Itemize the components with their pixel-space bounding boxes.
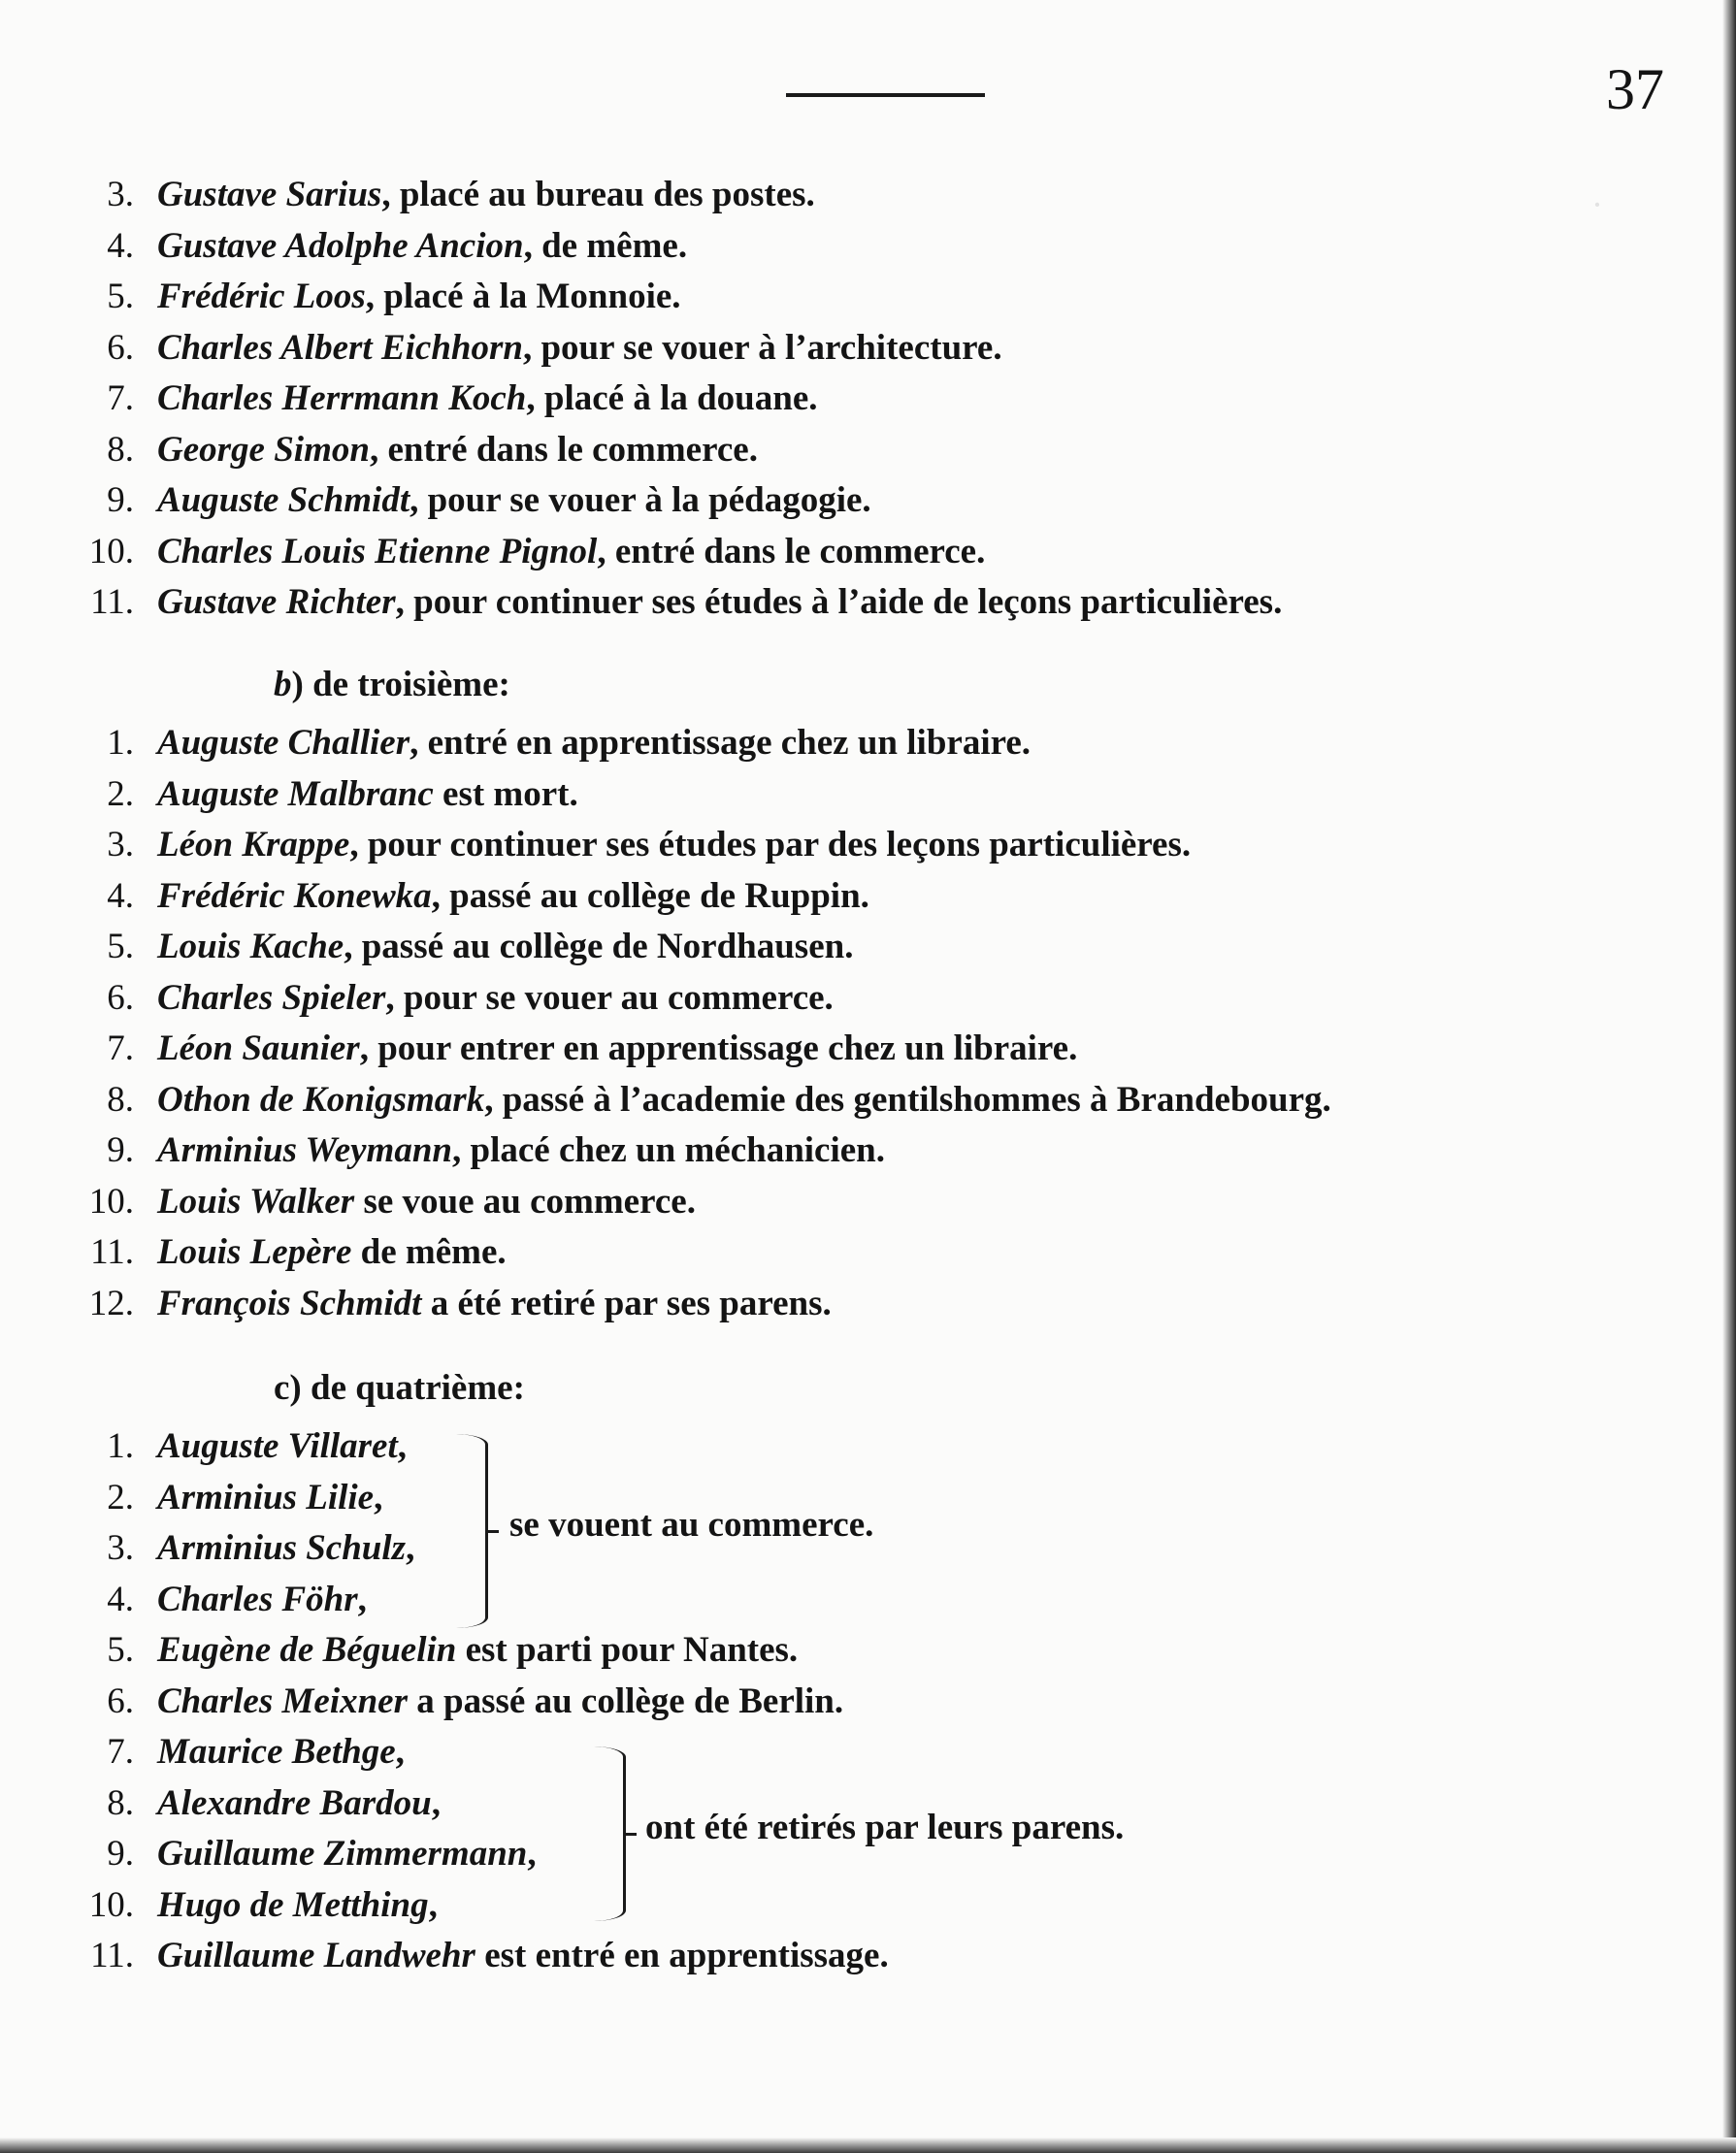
item-text: [157, 1125, 885, 1176]
student-outcome: , pour entrer en apprentissage chez un libraire.: [359, 1028, 1078, 1068]
student-outcome: , de même.: [523, 225, 688, 266]
student-outcome: est mort.: [433, 773, 578, 814]
student-outcome: , placé à la douane.: [526, 378, 818, 418]
item-number: 3.: [107, 1528, 134, 1568]
student-outcome: , placé chez un méchanicien.: [452, 1130, 886, 1170]
item-number: 9.: [107, 1834, 134, 1874]
item-text: [157, 577, 1282, 628]
student-name: Charles Louis Etienne Pignol: [157, 531, 598, 571]
item-text: [157, 973, 834, 1024]
page-number: 37: [1606, 57, 1664, 121]
item-number: 7.: [107, 378, 134, 418]
student-name: Frédéric Loos: [157, 277, 366, 316]
student-name: Louis Kache: [157, 927, 344, 966]
item-text: [157, 527, 985, 577]
item-number: 12.: [88, 1283, 134, 1323]
item-number: 4.: [107, 875, 134, 916]
item-text: [157, 1227, 507, 1278]
student-name: Auguste Malbranc: [157, 773, 434, 814]
student-outcome: , entré dans le commerce.: [597, 531, 986, 571]
student-name: Léon Krappe: [157, 825, 350, 864]
item-number: 1.: [107, 1426, 134, 1466]
student-outcome: est parti pour Nantes.: [456, 1630, 799, 1670]
student-outcome: ,: [431, 1782, 441, 1823]
student-outcome: , passé au collège de Nordhausen.: [344, 927, 854, 966]
student-outcome: , entré dans le commerce.: [369, 429, 758, 470]
item-number: 6.: [107, 1680, 134, 1721]
student-name: Louis Walker: [157, 1181, 355, 1222]
student-outcome: ,: [428, 1884, 438, 1925]
item-number: 2.: [107, 773, 134, 814]
student-name: Maurice Bethge: [157, 1732, 396, 1772]
item-text: [157, 1829, 537, 1879]
student-outcome: ,: [406, 1528, 415, 1568]
item-text: [157, 1880, 438, 1931]
item-text: [157, 1075, 1331, 1125]
student-name: Guillaume Zimmermann: [157, 1834, 528, 1874]
item-text: [157, 323, 1002, 374]
student-outcome: , pour se vouer à la pédagogie.: [409, 480, 871, 520]
item-number: 6.: [107, 977, 134, 1018]
student-name: Louis Lepère: [157, 1232, 352, 1272]
student-name: Alexandre Bardou: [157, 1782, 432, 1823]
item-text: [157, 1421, 407, 1472]
student-outcome: ,: [357, 1579, 367, 1619]
item-number: 11.: [90, 1936, 134, 1975]
item-text: [157, 820, 1191, 870]
item-number: 7.: [107, 1028, 134, 1068]
item-text: [157, 1279, 832, 1329]
student-outcome: , passé au collège de Ruppin.: [431, 875, 869, 916]
item-text: [157, 1625, 798, 1676]
item-number: 5.: [107, 1630, 134, 1670]
student-name: Auguste Villaret: [157, 1426, 398, 1466]
student-name: Gustave Richter: [157, 582, 396, 622]
item-text: [157, 1473, 382, 1523]
student-outcome: , pour se vouer au commerce.: [385, 977, 834, 1018]
item-number: 4.: [107, 225, 134, 266]
student-outcome: , entré en apprentissage chez un libraire.: [409, 723, 1032, 763]
student-outcome: , pour continuer ses études à l’aide de leçons particulières.: [395, 582, 1283, 622]
item-text: [157, 1024, 1077, 1074]
student-name: Auguste Challier: [157, 723, 410, 763]
item-number: 5.: [107, 927, 134, 966]
item-number: 11.: [90, 1232, 134, 1272]
student-name: Charles Meixner: [157, 1680, 409, 1721]
student-name: Arminius Schulz: [157, 1528, 407, 1568]
item-text: [157, 1575, 367, 1625]
student-outcome: ,: [374, 1477, 383, 1517]
student-outcome: est entré en apprentissage.: [475, 1936, 889, 1975]
item-text: [157, 170, 815, 220]
item-number: 3.: [107, 175, 134, 214]
item-text: [157, 1931, 889, 1981]
brace-group-2: [594, 1746, 626, 1921]
student-name: Charles Föhr: [157, 1579, 358, 1619]
item-text: [157, 475, 871, 526]
item-text: [157, 1177, 696, 1227]
student-outcome: ,: [527, 1834, 537, 1874]
item-text: [157, 1677, 843, 1727]
item-text: [157, 718, 1031, 768]
student-name: Charles Spieler: [157, 977, 386, 1018]
item-text: [157, 1778, 441, 1829]
student-name: George Simon: [157, 429, 370, 470]
bleed-through: ·: [1591, 185, 1603, 224]
student-outcome: a été retiré par ses parens.: [421, 1283, 832, 1323]
item-text: [157, 425, 758, 475]
item-text: [157, 272, 681, 322]
student-name: Auguste Schmidt: [157, 480, 410, 520]
student-name: Léon Saunier: [157, 1028, 360, 1068]
brace-group-1: [456, 1434, 488, 1628]
student-name: François Schmidt: [157, 1283, 422, 1323]
heading-de-troisieme: b) de troisième:: [274, 665, 510, 704]
item-number: 5.: [107, 277, 134, 316]
item-text: [157, 922, 853, 972]
item-text: [157, 1727, 405, 1778]
student-outcome: , placé au bureau des postes.: [381, 175, 815, 214]
item-text: [157, 221, 687, 272]
student-name: Othon de Konigsmark: [157, 1079, 485, 1120]
item-text: [157, 374, 818, 424]
item-number: 8.: [107, 1782, 134, 1823]
student-outcome: ,: [397, 1426, 408, 1466]
student-outcome: de même.: [351, 1232, 507, 1272]
item-number: 3.: [107, 825, 134, 864]
student-name: Arminius Lilie: [157, 1477, 375, 1517]
item-number: 4.: [107, 1579, 134, 1619]
student-name: Gustave Sarius: [157, 175, 382, 214]
header-rule: [786, 93, 985, 97]
student-name: Eugène de Béguelin: [157, 1630, 457, 1670]
item-number: 9.: [107, 1130, 134, 1170]
student-outcome: , pour se vouer à l’architecture.: [522, 327, 1002, 368]
item-number: 7.: [107, 1732, 134, 1772]
brace-tip-1: [485, 1530, 499, 1533]
item-number: 6.: [107, 327, 134, 368]
student-outcome: , placé à la Monnoie.: [365, 277, 681, 316]
student-name: Guillaume Landwehr: [157, 1936, 475, 1975]
page-bottom-shadow: [0, 2137, 1736, 2153]
item-text: [157, 1523, 414, 1574]
student-name: Gustave Adolphe Ancion: [157, 225, 524, 266]
page-edge-shadow: [1722, 0, 1736, 2153]
item-number: 10.: [88, 1181, 134, 1222]
student-name: Frédéric Konewka: [157, 875, 432, 916]
student-outcome: , pour continuer ses études par des leçons particulières.: [349, 825, 1192, 864]
item-text: [157, 871, 869, 922]
student-outcome: ,: [395, 1732, 405, 1772]
item-number: 10.: [88, 531, 134, 571]
item-number: 8.: [107, 429, 134, 470]
brace-tip-2: [623, 1833, 637, 1836]
item-number: 2.: [107, 1477, 134, 1517]
group-2-label: ont été retirés par leurs parens.: [645, 1808, 1125, 1847]
student-name: Arminius Weymann: [157, 1130, 452, 1170]
student-outcome: se voue au commerce.: [354, 1181, 696, 1222]
item-number: 10.: [88, 1884, 134, 1925]
heading-de-quatrieme: c) de quatrième:: [274, 1368, 525, 1408]
item-number: 8.: [107, 1079, 134, 1120]
student-outcome: , passé à l’academie des gentilshommes à Brandebourg.: [484, 1079, 1331, 1120]
group-1-label: se vouent au commerce.: [509, 1505, 874, 1545]
student-outcome: a passé au collège de Berlin.: [408, 1680, 844, 1721]
item-number: 11.: [90, 582, 134, 622]
student-name: Hugo de Metthing: [157, 1884, 429, 1925]
student-name: Charles Albert Eichhorn: [157, 327, 523, 368]
item-number: 1.: [107, 723, 134, 763]
student-name: Charles Herrmann Koch: [157, 378, 527, 418]
item-number: 9.: [107, 480, 134, 520]
item-text: [157, 769, 578, 820]
